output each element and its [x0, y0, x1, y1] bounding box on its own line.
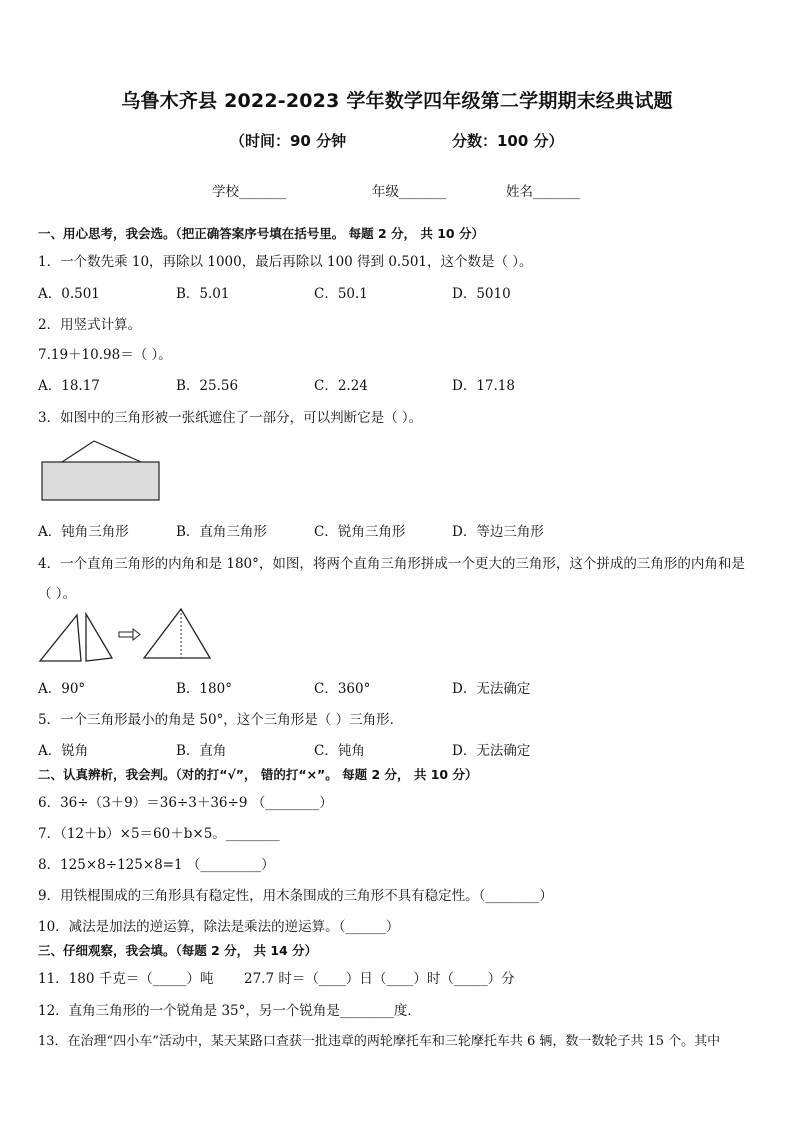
q3-option-d: D．等边三角形 [452, 524, 544, 540]
page-title: 乌鲁木齐县 2022-2023 学年数学四年级第二学期期末经典试题 [121, 90, 673, 112]
exam-score: 分数：100 分） [452, 132, 564, 150]
question-9: 9．用铁棍围成的三角形具有稳定性，用木条围成的三角形不具有稳定性。（________） [38, 888, 553, 904]
section-heading-2: 二、认真辨析，我会判。（对的打“√”， 错的打“×”。 每题 2 分， 共 10 分） [38, 767, 478, 782]
q5-option-c: C．钝角 [314, 743, 365, 759]
question-10: 10．减法是加法的逆运算，除法是乘法的逆运算。（______） [38, 919, 400, 935]
question-11-time: 27.7 时＝（____）日（____）时（_____）分 [244, 971, 515, 987]
name-field: 姓名_______ [506, 184, 581, 200]
q2-option-c: C．2.24 [314, 378, 368, 394]
q2-option-a: A．18.17 [38, 378, 100, 394]
q4-right-triangle-left [40, 615, 81, 661]
q4-option-a: A．90° [38, 681, 86, 697]
question-2-expression: 7.19＋10.98＝（ ）。 [38, 347, 172, 363]
question-11-weight: 11．180 千克＝（_____）吨 [38, 971, 214, 987]
question-8: 8．125×8÷125×8=1 （_________） [38, 857, 275, 873]
q3-option-a: A．钝角三角形 [38, 524, 129, 540]
section-heading-3: 三、仔细观察，我会填。（每题 2 分， 共 14 分） [38, 943, 318, 958]
q1-option-b: B．5.01 [176, 286, 230, 302]
question-3: 3．如图中的三角形被一张纸遮住了一部分，可以判断它是（ ）。 [38, 410, 423, 426]
q2-option-d: D．17.18 [452, 378, 515, 394]
question-12: 12．直角三角形的一个锐角是 35°，另一个锐角是________度． [38, 1003, 421, 1019]
arrow-icon [119, 629, 140, 640]
question-5: 5．一个三角形最小的角是 50°，这个三角形是（ ）三角形． [38, 712, 404, 728]
q4-option-c: C．360° [314, 681, 371, 697]
q5-option-a: A．锐角 [38, 743, 89, 759]
question-13: 13．在治理“四小车”活动中，某天某路口查获一批违章的两轮摩托车和三轮摩托车共 6 辆，数一数轮子共 15 个。其中 [38, 1034, 721, 1049]
exam-time: （时间：90 分钟 [230, 132, 347, 150]
q4-combined-triangle [144, 609, 210, 658]
school-field: 学校_______ [212, 184, 287, 200]
q4-option-b: B．180° [176, 681, 232, 697]
question-4: 4．一个直角三角形的内角和是 180°，如图，将两个直角三角形拼成一个更大的三角形，这个拼成的三角形的内角和是 [38, 556, 745, 572]
question-1: 1．一个数先乘 10，再除以 1000，最后再除以 100 得到 0.501，这个数是（ ）。 [38, 254, 533, 270]
q4-option-d: D．无法确定 [452, 681, 531, 697]
q3-option-c: C．锐角三角形 [314, 524, 406, 540]
q5-option-b: B．直角 [176, 743, 227, 759]
question-6: 6．36÷（3＋9）＝36÷3＋36÷9 （________） [38, 795, 333, 811]
q4-right-triangle-right [86, 614, 112, 661]
question-7: 7．（12＋b）×5＝60＋b×5。________ [38, 826, 280, 842]
grade-field: 年级_______ [372, 184, 447, 200]
q2-option-b: B．25.56 [176, 378, 239, 394]
q1-option-c: C．50.1 [314, 286, 368, 302]
question-4-blank: （ ）。 [38, 586, 77, 602]
q5-option-d: D．无法确定 [452, 743, 531, 759]
q1-option-d: D．5010 [452, 286, 511, 302]
section-heading-1: 一、用心思考，我会选。（把正确答案序号填在括号里。 每题 2 分， 共 10 分） [38, 226, 484, 241]
q1-option-a: A．0.501 [38, 286, 100, 302]
q3-option-b: B．直角三角形 [176, 524, 267, 540]
question-2: 2．用竖式计算。 [38, 317, 142, 333]
